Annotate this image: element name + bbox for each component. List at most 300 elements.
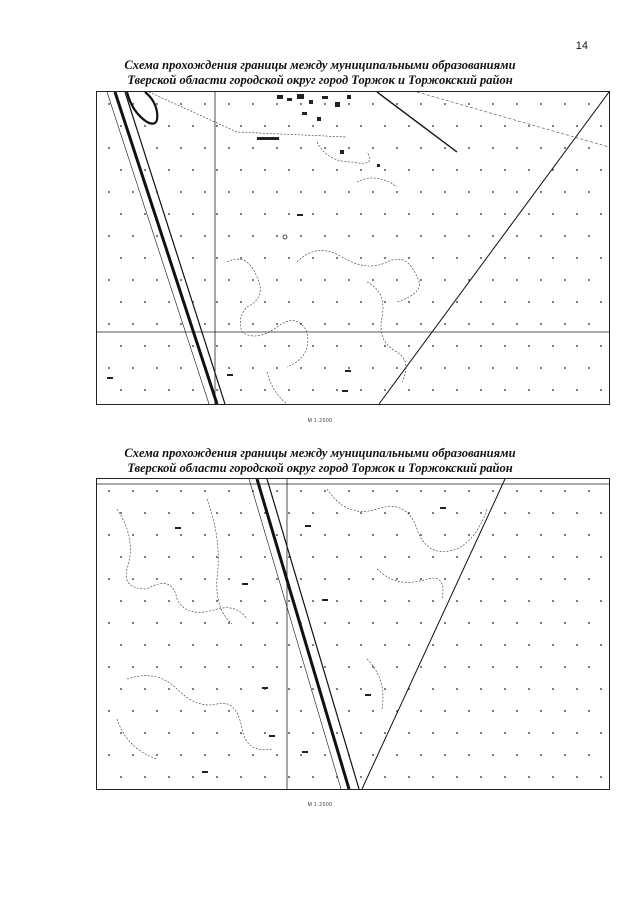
vegetation-dot (300, 666, 302, 668)
vegetation-dot (516, 235, 518, 237)
vegetation-dot (372, 103, 374, 105)
vegetation-dot (252, 622, 254, 624)
map-1-frame (96, 91, 610, 405)
vegetation-dot (528, 732, 530, 734)
vegetation-dot (516, 534, 518, 536)
vegetation-dot (540, 710, 542, 712)
vegetation-dot (336, 600, 338, 602)
vegetation-dot (372, 578, 374, 580)
vegetation-dot (372, 534, 374, 536)
vegetation-dot (348, 622, 350, 624)
vegetation-dot (588, 578, 590, 580)
vegetation-dot (408, 776, 410, 778)
map-1-road (149, 92, 347, 137)
vegetation-dot (552, 556, 554, 558)
vegetation-dot (492, 367, 494, 369)
vegetation-dot (216, 213, 218, 215)
vegetation-dot (564, 490, 566, 492)
vegetation-dot (384, 776, 386, 778)
vegetation-dot (288, 257, 290, 259)
vegetation-dot (120, 345, 122, 347)
vegetation-dot (516, 666, 518, 668)
vegetation-dot (252, 323, 254, 325)
vegetation-dot (396, 367, 398, 369)
vegetation-dot (576, 732, 578, 734)
vegetation-dot (264, 125, 266, 127)
vegetation-dot (420, 710, 422, 712)
vegetation-dot (360, 169, 362, 171)
vegetation-dot (360, 257, 362, 259)
vegetation-dot (504, 644, 506, 646)
vegetation-dot (576, 688, 578, 690)
vegetation-dot (444, 622, 446, 624)
vegetation-dot (444, 191, 446, 193)
vegetation-dot (552, 512, 554, 514)
vegetation-dot (144, 345, 146, 347)
vegetation-dot (420, 622, 422, 624)
vegetation-dot (444, 578, 446, 580)
vegetation-dot (516, 147, 518, 149)
vegetation-dot (216, 644, 218, 646)
map-1-small-marks (107, 214, 351, 392)
vegetation-dot (552, 257, 554, 259)
vegetation-dot (384, 389, 386, 391)
vegetation-dot (600, 345, 602, 347)
vegetation-dot (120, 644, 122, 646)
vegetation-dot (324, 279, 326, 281)
vegetation-dot (480, 600, 482, 602)
vegetation-dot (564, 147, 566, 149)
vegetation-dot (588, 279, 590, 281)
vegetation-dot (600, 213, 602, 215)
vegetation-dot (228, 191, 230, 193)
vegetation-dot (588, 103, 590, 105)
vegetation-dot (252, 147, 254, 149)
vegetation-dot (336, 257, 338, 259)
vegetation-dot (144, 389, 146, 391)
vegetation-dot (588, 191, 590, 193)
vegetation-dot (576, 213, 578, 215)
vegetation-dot (456, 732, 458, 734)
vegetation-dot (492, 534, 494, 536)
vegetation-dot (240, 345, 242, 347)
vegetation-dot (516, 622, 518, 624)
vegetation-dot (564, 279, 566, 281)
vegetation-dot (168, 301, 170, 303)
vegetation-dot (468, 578, 470, 580)
vegetation-dot (360, 213, 362, 215)
vegetation-dot (600, 556, 602, 558)
vegetation-dot (372, 710, 374, 712)
vegetation-dot (336, 301, 338, 303)
vegetation-dot (528, 556, 530, 558)
vegetation-dot (180, 279, 182, 281)
vegetation-dot (384, 125, 386, 127)
vegetation-dot (480, 213, 482, 215)
vegetation-dot (108, 534, 110, 536)
vegetation-dot (168, 688, 170, 690)
map-2-title-line-1: Схема прохождения границы между муниципальными образованиями (124, 446, 516, 460)
vegetation-dot (192, 512, 194, 514)
vegetation-dot (204, 191, 206, 193)
vegetation-dot (384, 600, 386, 602)
vegetation-dot (540, 279, 542, 281)
vegetation-dot (168, 345, 170, 347)
vegetation-dot (264, 345, 266, 347)
vegetation-dot (192, 213, 194, 215)
vegetation-dot (324, 534, 326, 536)
vegetation-dot (588, 147, 590, 149)
vegetation-dot (420, 490, 422, 492)
vegetation-dot (480, 125, 482, 127)
vegetation-dot (108, 147, 110, 149)
vegetation-dot (300, 235, 302, 237)
vegetation-dot (336, 169, 338, 171)
vegetation-dot (444, 323, 446, 325)
vegetation-dot (180, 103, 182, 105)
vegetation-dot (240, 512, 242, 514)
vegetation-dot (180, 666, 182, 668)
vegetation-dot (180, 235, 182, 237)
vegetation-dot (600, 688, 602, 690)
vegetation-dot (192, 125, 194, 127)
vegetation-dot (204, 147, 206, 149)
vegetation-dot (540, 578, 542, 580)
vegetation-dot (396, 534, 398, 536)
vegetation-dot (264, 776, 266, 778)
vegetation-dot (432, 125, 434, 127)
vegetation-dot (480, 556, 482, 558)
vegetation-dot (360, 644, 362, 646)
vegetation-dot (516, 367, 518, 369)
vegetation-dot (204, 235, 206, 237)
vegetation-dot (132, 622, 134, 624)
vegetation-dot (288, 345, 290, 347)
vegetation-dot (144, 732, 146, 734)
vegetation-dot (192, 688, 194, 690)
vegetation-dot (108, 367, 110, 369)
vegetation-dot (312, 125, 314, 127)
vegetation-dot (312, 556, 314, 558)
vegetation-dot (120, 688, 122, 690)
vegetation-dot (156, 367, 158, 369)
vegetation-dot (360, 301, 362, 303)
vegetation-dot (276, 235, 278, 237)
vegetation-dot (588, 490, 590, 492)
vegetation-dot (180, 710, 182, 712)
vegetation-dot (156, 490, 158, 492)
vegetation-dot (204, 279, 206, 281)
vegetation-dot (408, 213, 410, 215)
vegetation-dot (468, 534, 470, 536)
vegetation-dot (600, 389, 602, 391)
vegetation-dot (264, 600, 266, 602)
vegetation-dot (576, 169, 578, 171)
vegetation-dot (324, 666, 326, 668)
vegetation-dot (240, 556, 242, 558)
vegetation-dot (336, 389, 338, 391)
vegetation-dot (456, 556, 458, 558)
vegetation-dot (540, 534, 542, 536)
vegetation-dot (252, 710, 254, 712)
vegetation-dot (408, 389, 410, 391)
vegetation-dot (180, 147, 182, 149)
vegetation-dot (432, 389, 434, 391)
vegetation-dot (540, 191, 542, 193)
vegetation-dot (228, 622, 230, 624)
map-1-path (417, 92, 609, 147)
vegetation-dot (108, 710, 110, 712)
vegetation-dot (156, 103, 158, 105)
vegetation-dot (540, 103, 542, 105)
vegetation-dot (312, 512, 314, 514)
vegetation-dot (132, 534, 134, 536)
vegetation-dot (468, 754, 470, 756)
vegetation-dot (216, 389, 218, 391)
map-1-power-line (377, 92, 457, 152)
vegetation-dot (468, 191, 470, 193)
vegetation-dot (324, 235, 326, 237)
vegetation-dot (504, 688, 506, 690)
vegetation-dot (360, 776, 362, 778)
vegetation-dot (528, 600, 530, 602)
vegetation-dot (384, 345, 386, 347)
vegetation-dot (492, 622, 494, 624)
vegetation-dot (552, 213, 554, 215)
vegetation-dot (324, 578, 326, 580)
vegetation-dot (240, 213, 242, 215)
map-1-scale: М 1:2000 (307, 418, 333, 424)
vegetation-dot (420, 578, 422, 580)
map-2-contours (117, 489, 487, 759)
vegetation-dot (180, 578, 182, 580)
vegetation-dot (576, 125, 578, 127)
vegetation-dot (540, 323, 542, 325)
vegetation-dot (384, 732, 386, 734)
vegetation-dot (324, 622, 326, 624)
vegetation-dot (444, 710, 446, 712)
vegetation-dot (504, 257, 506, 259)
vegetation-dot (156, 710, 158, 712)
map-2-small-marks (175, 507, 446, 773)
vegetation-dot (300, 279, 302, 281)
vegetation-dot (420, 235, 422, 237)
vegetation-dot (168, 600, 170, 602)
vegetation-dot (120, 776, 122, 778)
vegetation-dot (372, 754, 374, 756)
vegetation-dot (528, 169, 530, 171)
vegetation-dot (432, 512, 434, 514)
vegetation-dot (204, 103, 206, 105)
vegetation-dot (516, 578, 518, 580)
vegetation-dot (444, 534, 446, 536)
vegetation-dot (480, 644, 482, 646)
vegetation-dot (312, 301, 314, 303)
vegetation-dot (432, 600, 434, 602)
vegetation-dot (132, 710, 134, 712)
vegetation-dot (456, 257, 458, 259)
vegetation-dot (564, 710, 566, 712)
vegetation-dot (504, 600, 506, 602)
vegetation-dot (384, 169, 386, 171)
vegetation-dot (552, 345, 554, 347)
vegetation-dot (516, 279, 518, 281)
vegetation-dot (288, 125, 290, 127)
vegetation-dot (468, 367, 470, 369)
vegetation-dot (444, 754, 446, 756)
vegetation-dot (288, 213, 290, 215)
vegetation-dot (372, 147, 374, 149)
vegetation-dot (360, 125, 362, 127)
vegetation-dot (396, 103, 398, 105)
vegetation-dot (456, 688, 458, 690)
vegetation-dot (564, 754, 566, 756)
vegetation-dot (276, 534, 278, 536)
vegetation-dot (276, 710, 278, 712)
vegetation-dot (204, 534, 206, 536)
map-2-title-line-2: Тверской области городской округ город Торжок и Торжокский район (127, 461, 513, 475)
vegetation-dot (276, 490, 278, 492)
map-2-frame (96, 478, 610, 790)
vegetation-dot (228, 235, 230, 237)
vegetation-dot (276, 666, 278, 668)
vegetation-dot (240, 600, 242, 602)
vegetation-dot (144, 125, 146, 127)
vegetation-dot (336, 125, 338, 127)
vegetation-dot (204, 710, 206, 712)
vegetation-dot (300, 490, 302, 492)
vegetation-dot (108, 578, 110, 580)
vegetation-dot (276, 578, 278, 580)
vegetation-dot (456, 213, 458, 215)
vegetation-dot (564, 191, 566, 193)
vegetation-dot (252, 534, 254, 536)
vegetation-dot (468, 490, 470, 492)
vegetation-dot (396, 235, 398, 237)
vegetation-dot (504, 732, 506, 734)
vegetation-dot (120, 257, 122, 259)
vegetation-dot (336, 644, 338, 646)
vegetation-dot (132, 235, 134, 237)
vegetation-dot (492, 666, 494, 668)
vegetation-dot (396, 754, 398, 756)
vegetation-dot (336, 732, 338, 734)
vegetation-dot (348, 666, 350, 668)
vegetation-dot (492, 279, 494, 281)
vegetation-dot (396, 147, 398, 149)
vegetation-dot (432, 257, 434, 259)
vegetation-dot (576, 389, 578, 391)
vegetation-dot (276, 279, 278, 281)
vegetation-dot (228, 710, 230, 712)
vegetation-dot (348, 367, 350, 369)
vegetation-dot (444, 279, 446, 281)
vegetation-dot (120, 556, 122, 558)
vegetation-dot (312, 600, 314, 602)
vegetation-dot (372, 622, 374, 624)
vegetation-dot (528, 301, 530, 303)
vegetation-dot (456, 644, 458, 646)
map-1-grid-dots (108, 103, 602, 391)
vegetation-dot (564, 367, 566, 369)
vegetation-dot (576, 257, 578, 259)
vegetation-dot (312, 169, 314, 171)
map-2-boundary-line (362, 479, 505, 789)
vegetation-dot (528, 644, 530, 646)
vegetation-dot (324, 191, 326, 193)
vegetation-dot (372, 323, 374, 325)
vegetation-dot (516, 323, 518, 325)
vegetation-dot (252, 235, 254, 237)
vegetation-dot (360, 512, 362, 514)
vegetation-dot (132, 323, 134, 325)
vegetation-dot (564, 578, 566, 580)
vegetation-dot (216, 732, 218, 734)
vegetation-dot (240, 257, 242, 259)
vegetation-dot (528, 776, 530, 778)
vegetation-dot (336, 345, 338, 347)
vegetation-dot (324, 490, 326, 492)
vegetation-dot (456, 125, 458, 127)
vegetation-dot (204, 578, 206, 580)
vegetation-dot (444, 490, 446, 492)
vegetation-dot (252, 103, 254, 105)
vegetation-dot (252, 191, 254, 193)
vegetation-dot (228, 323, 230, 325)
vegetation-dot (528, 688, 530, 690)
vegetation-dot (408, 600, 410, 602)
vegetation-dot (300, 754, 302, 756)
vegetation-dot (168, 389, 170, 391)
vegetation-dot (456, 389, 458, 391)
vegetation-dot (180, 490, 182, 492)
vegetation-dot (276, 103, 278, 105)
vegetation-dot (288, 776, 290, 778)
vegetation-dot (468, 710, 470, 712)
vegetation-dot (552, 776, 554, 778)
vegetation-dot (324, 754, 326, 756)
map-1-boundary-line (379, 92, 609, 404)
vegetation-dot (144, 301, 146, 303)
vegetation-dot (504, 169, 506, 171)
vegetation-dot (480, 301, 482, 303)
vegetation-dot (240, 389, 242, 391)
vegetation-dot (276, 367, 278, 369)
vegetation-dot (516, 490, 518, 492)
vegetation-dot (480, 732, 482, 734)
vegetation-dot (444, 147, 446, 149)
vegetation-dot (216, 600, 218, 602)
vegetation-dot (492, 578, 494, 580)
vegetation-dot (276, 622, 278, 624)
vegetation-dot (600, 169, 602, 171)
map-1-drawing (97, 92, 609, 404)
vegetation-dot (564, 622, 566, 624)
vegetation-dot (348, 578, 350, 580)
vegetation-dot (372, 367, 374, 369)
vegetation-dot (432, 556, 434, 558)
vegetation-dot (420, 534, 422, 536)
vegetation-dot (480, 776, 482, 778)
vegetation-dot (588, 323, 590, 325)
vegetation-dot (228, 103, 230, 105)
vegetation-dot (348, 103, 350, 105)
vegetation-dot (312, 213, 314, 215)
vegetation-dot (336, 688, 338, 690)
vegetation-dot (312, 776, 314, 778)
vegetation-dot (552, 688, 554, 690)
vegetation-dot (336, 556, 338, 558)
